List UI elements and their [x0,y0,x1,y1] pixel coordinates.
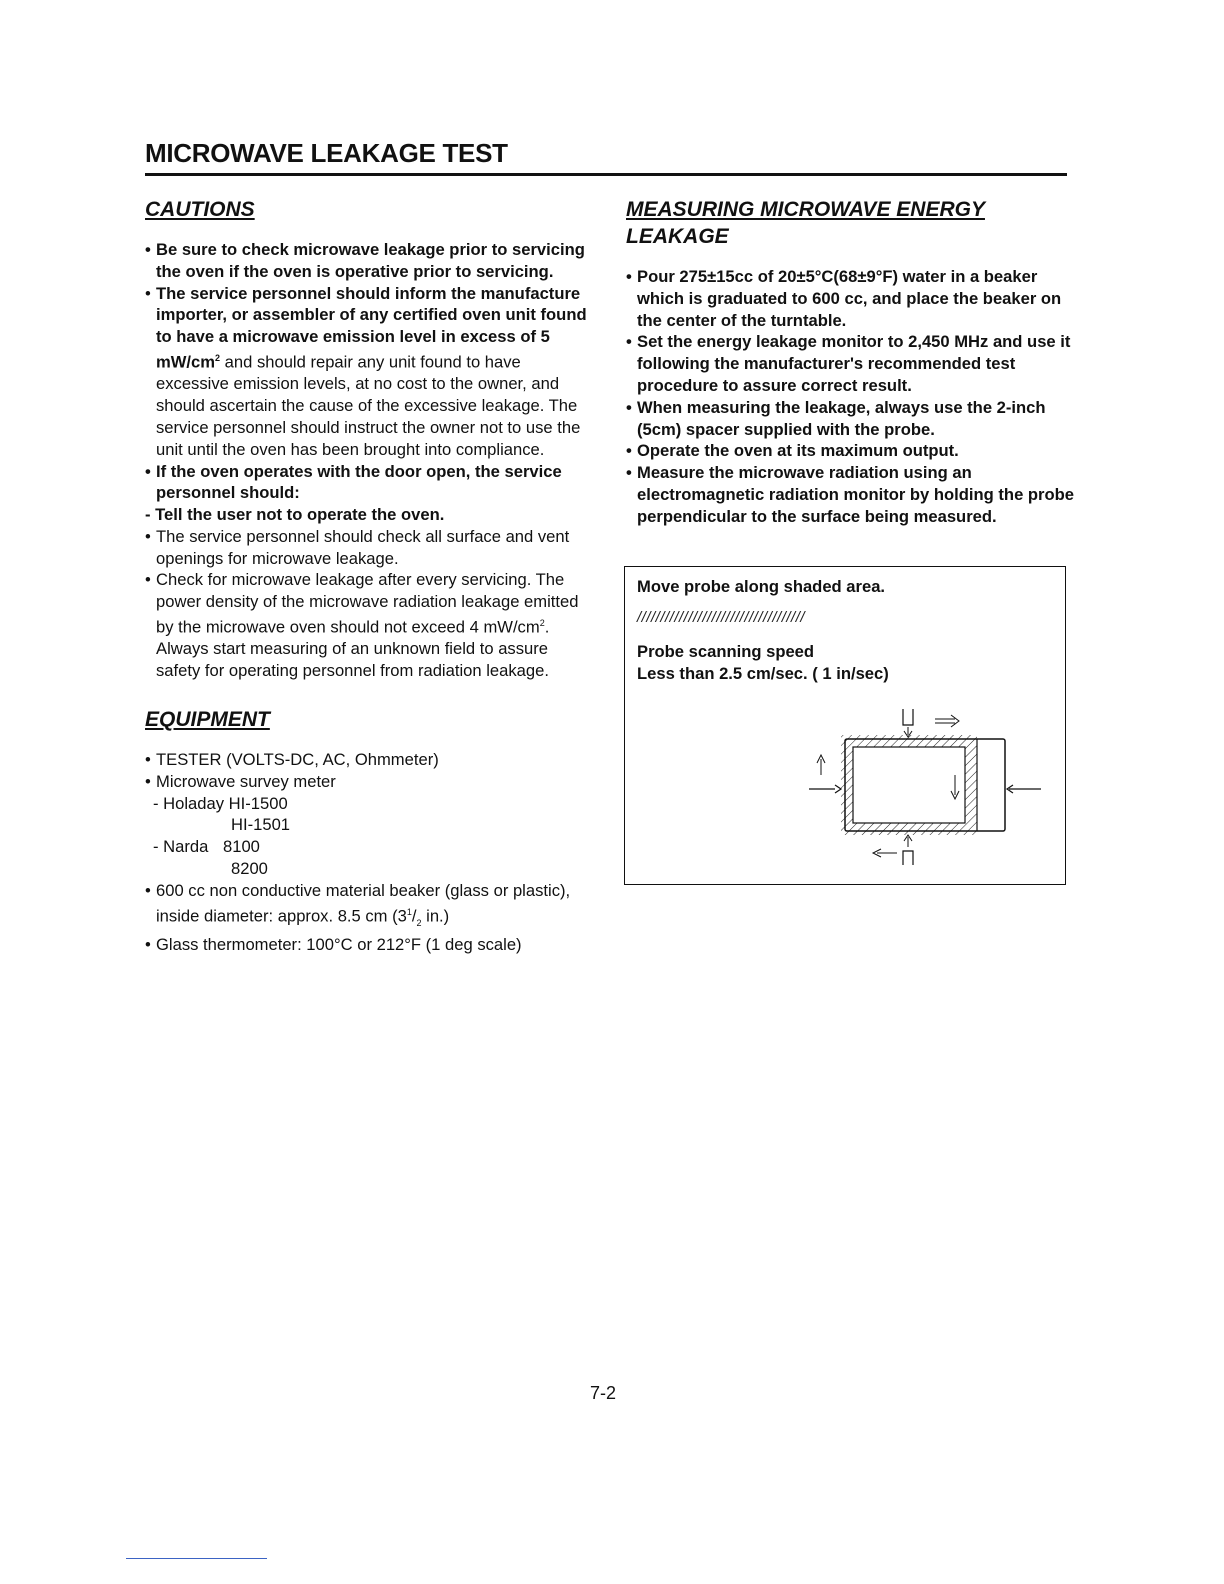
probe-right-icon [1007,785,1041,793]
equipment-list [145,749,590,793]
meter-model: HI-1500 [228,793,288,813]
probe-left-icon [809,785,841,793]
measuring-item [626,440,1076,462]
superscript: 2 [539,618,545,629]
arrow-left-icon [873,849,897,857]
caution-item [145,239,590,283]
arrow-up-icon [817,755,825,775]
shaded-area-legend: //////////////////////////////////// [637,609,806,626]
right-column [626,196,1076,528]
equipment-text: TESTER (VOLTS-DC, AC, Ohmmeter) [156,750,439,769]
fraction-numerator: 1 [406,906,412,917]
narda-row-2: 8200 [231,858,268,878]
equipment-item [145,934,590,956]
measuring-list [626,266,1076,528]
equipment-item: • 600 cc non conductive material beaker (glass or plastic), inside diameter: approx. 8.5 cm ($3^1/_2$ in.) [145,880,590,934]
caution-text: The service personnel should check all surface and vent openings for microwave leakage. [156,526,570,568]
measuring-text: Set the energy leakage monitor to 2,450 MHz and use it following the manufacturer's recommended test procedure to assure correct result. [637,332,1071,395]
superscript: 2 [215,352,221,363]
equipment-item [145,749,590,771]
probe-instructions-box [624,566,1066,885]
measuring-text: Pour 275±15cc of 20±5°C(68±9°F) water in a beaker which is graduated to 600 cc, and place the beaker on the center of the turntable. [637,267,1062,330]
caution-text: and should repair any unit found to have excessive emission levels, at no cost to the owner, and should ascertain the cause of the excessive leakage. The service personnel should instruct the owner not to use the unit until the oven has been brought into compliance. [156,352,581,459]
measuring-item [626,331,1076,396]
caution-item [145,283,590,461]
measuring-text: Operate the oven at its maximum output. [637,441,959,461]
holaday-row [145,793,590,815]
page-number: 7-2 [590,1383,617,1403]
page-title: MICROWAVE LEAKAGE TEST [145,138,1067,176]
caution-text: Check for microwave leakage after every servicing. The power density of the microwave radiation leakage emitted by the microwave oven should not exceed 4 mW/cm [156,570,579,637]
meter-model: 8100 [223,837,260,857]
probe-box-title: Move probe along shaded area. [637,577,886,596]
cautions-list [145,239,590,682]
narda-row [145,836,590,858]
caution-item [145,569,590,682]
caution-item [145,461,590,526]
measuring-heading: MEASURING MICROWAVE ENERGY [626,198,985,221]
equipment-text: Microwave survey meter [156,771,336,791]
equipment-heading: EQUIPMENT [145,708,270,731]
equipment-item [145,771,590,793]
equipment-text: in.) [421,906,450,926]
caution-text: . Always start measuring of an unknown field to assure safety for operating personnel from radiation leakage. [156,617,550,681]
oven-door-window [853,747,965,823]
probe-bottom-icon [903,851,913,865]
fraction-denominator: 2 [416,917,422,928]
arrow-right-icon [935,715,959,727]
cautions-heading: CAUTIONS [145,198,255,221]
probe-speed-value: Less than 2.5 cm/sec. ( 1 in/sec) [637,664,889,683]
caution-text: If the oven operates with the door open, the service personnel should: [156,461,562,503]
equipment-text: 600 cc non conductive material beaker (glass or plastic), inside diameter: approx. 8.5 cm (3 [156,880,571,926]
arrow-up-bottom-icon [904,835,912,847]
caution-item [145,526,590,570]
meter-brand: - Narda [153,837,209,857]
measuring-text: When measuring the leakage, always use the 2-inch (5cm) spacer supplied with the probe. [637,397,1046,439]
probe-speed-label: Probe scanning speed [637,642,815,661]
measuring-item [626,462,1076,527]
oven-scan-diagram [805,705,1045,880]
caution-text-bold: The service personnel should inform the manufacture importer, or assembler of any certified oven unit found to have a microwave emission level in excess of 5 mW/cm [156,283,587,372]
measuring-text: Measure the microwave radiation using an electromagnetic radiation monitor by holding the probe perpendicular to the surface being measured. [637,463,1075,526]
arrow-down-inner-icon [951,775,959,799]
holaday-row-2: HI-1501 [231,815,291,835]
equipment-text: Glass thermometer: 100°C or 212°F (1 deg scale) [156,935,522,955]
oven-body [845,739,1005,831]
caution-text: Be sure to check microwave leakage prior to servicing the oven if the oven is operative prior to servicing. [156,240,585,281]
measuring-heading-2: LEAKAGE [626,225,729,248]
caution-subitem: - Tell the user not to operate the oven. [145,505,445,525]
equipment-list-2 [145,880,590,956]
measuring-item [626,397,1076,441]
shaded-scan-area [841,735,977,835]
meter-brand: - Holaday [153,793,225,813]
footer-divider [126,1558,267,1559]
probe-top-icon [903,709,913,725]
left-column [145,196,590,956]
measuring-item [626,266,1076,331]
